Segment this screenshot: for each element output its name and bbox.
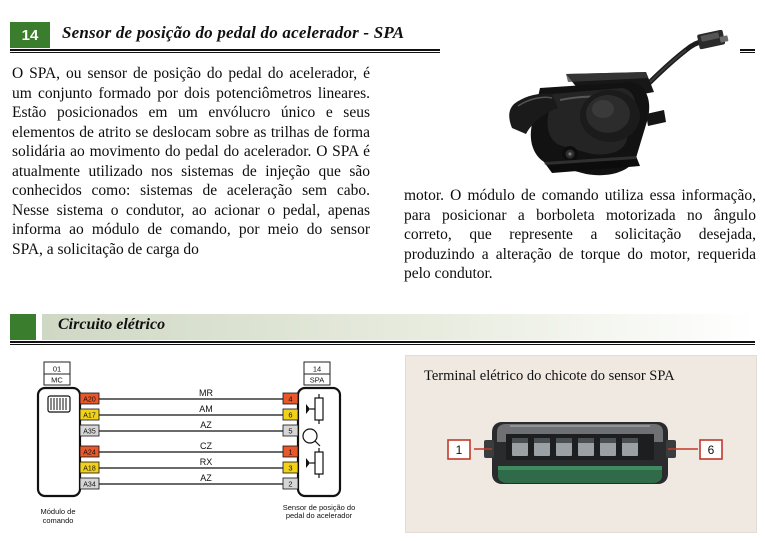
svg-text:A24: A24 <box>83 449 96 457</box>
svg-text:A18: A18 <box>83 465 96 473</box>
svg-text:AZ: AZ <box>200 473 212 483</box>
connector-pin-label-right: 6 <box>707 442 715 457</box>
pedal-assembly-photo <box>440 30 740 180</box>
svg-text:CZ: CZ <box>200 441 212 451</box>
svg-text:5: 5 <box>288 426 293 436</box>
svg-text:14: 14 <box>312 364 322 374</box>
connector-photo-panel <box>405 355 757 533</box>
svg-text:MC: MC <box>51 375 63 385</box>
svg-text:A17: A17 <box>83 412 96 420</box>
svg-text:pedal do acelerador: pedal do acelerador <box>285 511 353 520</box>
svg-text:4: 4 <box>288 394 293 404</box>
svg-text:2: 2 <box>288 479 293 489</box>
body-text-right: motor. O módulo de comando utiliza essa informação, para posicionar a borboleta motorizada no ângulo correto, que represente a solicitação desejada, produzindo a alteração de torque do motor, requerida pelo condutor. <box>404 187 756 282</box>
section-rule-thin <box>10 344 755 345</box>
svg-text:1: 1 <box>288 447 293 457</box>
svg-text:Sensor de posição do: Sensor de posição do <box>282 503 356 512</box>
svg-text:MR: MR <box>199 388 213 398</box>
svg-text:6: 6 <box>288 410 293 420</box>
svg-text:A20: A20 <box>83 396 96 404</box>
wiring-diagram <box>10 352 395 532</box>
svg-text:RX: RX <box>199 457 213 467</box>
svg-text:AZ: AZ <box>200 420 212 430</box>
connector-pin-label-left: 1 <box>455 442 463 457</box>
section-header <box>10 314 755 344</box>
body-text-left: O SPA, ou sensor de posição do pedal do acelerador, é um conjunto formado por dois potenciômetros lineares. Estão posicionados em um envólucro único e seus elementos de atrito se deslocam sobre as trilhas de forma solidária ao movimento do pedal do acelerador. O SPA é atualmente utilizado nos sistemas de injeção que são conhecidos como: sistemas de aceleração sem cabo. Nesse sistema o condutor, ao acionar o pedal, apenas informa ao módulo de comando, por meio do sensor SPA, a solicitação de carga do <box>12 65 370 258</box>
section-title: Circuito elétrico <box>58 316 166 333</box>
page-title: Sensor de posição do pedal do acelerador - SPA <box>62 23 405 42</box>
connector-panel-title: Terminal elétrico do chicote do sensor SPA <box>424 368 675 384</box>
svg-text:01: 01 <box>52 364 62 374</box>
section-marker <box>10 314 36 340</box>
svg-text:3: 3 <box>288 463 293 473</box>
svg-text:A34: A34 <box>83 481 96 489</box>
svg-text:SPA: SPA <box>309 375 325 385</box>
header-number-badge: 14 <box>10 22 50 48</box>
svg-text:A35: A35 <box>83 428 96 436</box>
svg-text:AM: AM <box>199 404 213 414</box>
svg-text:comando: comando <box>42 516 74 525</box>
svg-text:Módulo de: Módulo de <box>40 507 76 516</box>
